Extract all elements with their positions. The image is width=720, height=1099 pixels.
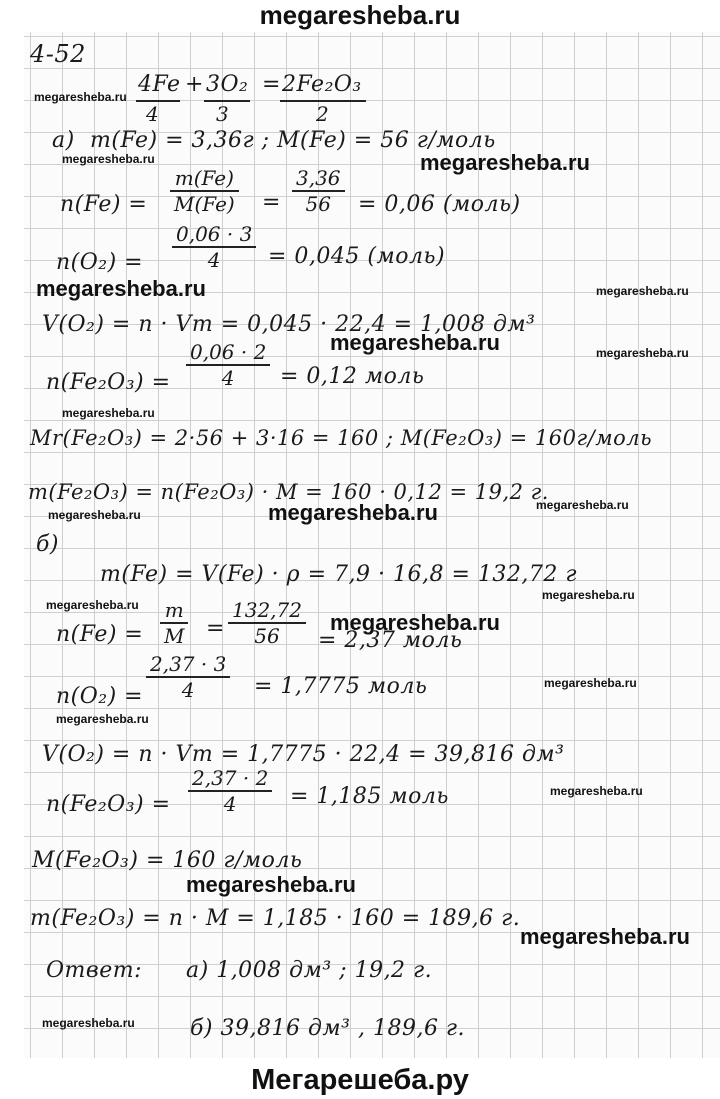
part-a-vo2: V(O₂) = n · Vm = 0,045 · 22,4 = 1,008 дм³	[42, 312, 536, 337]
part-b-nfe2o3-lhs: n(Fe₂O₃) =	[46, 792, 171, 817]
answer-label: Ответ:	[46, 958, 142, 983]
answer-part-a: а) 1,008 дм³ ; 19,2 г.	[186, 958, 433, 983]
watermark: megaresheba.ru	[46, 598, 139, 612]
part-a-mr: Mr(Fe₂O₃) = 2·56 + 3·16 = 160 ; M(Fe₂O₃) = 160г/моль	[30, 426, 653, 450]
part-b-no2-lhs: n(O₂) =	[56, 684, 144, 709]
part-a-nfe-values-num: 3,36	[292, 166, 345, 192]
watermark: megaresheba.ru	[544, 676, 637, 690]
watermark: megaresheba.ru	[42, 1016, 135, 1030]
part-a-nfe2o3-result: = 0,12 моль	[280, 364, 425, 389]
part-b-nfe2o3-result: = 1,185 моль	[290, 784, 449, 809]
watermark: megaresheba.ru	[62, 152, 155, 166]
part-b-vo2: V(O₂) = n · Vm = 1,7775 · 22,4 = 39,816 дм³	[42, 742, 565, 767]
part-b-nfe-values-den: 56	[254, 624, 280, 648]
part-b-nfe-formula-num: m	[160, 598, 188, 624]
part-b-nfe-formula-den: M	[164, 624, 185, 648]
part-a-nfe-values	[292, 166, 345, 216]
coefficient-fe2o3: 2	[316, 102, 330, 126]
site-header[interactable]: megaresheba.ru	[259, 0, 461, 30]
part-a-no2-frac	[172, 222, 256, 272]
part-a-nfe-formula-num: m(Fe)	[170, 166, 239, 192]
part-a-nfe-lhs: n(Fe) =	[60, 192, 148, 217]
watermark: megaresheba.ru	[268, 500, 438, 525]
watermark: megaresheba.ru	[536, 498, 629, 512]
part-a-nfe2o3-frac	[186, 340, 270, 390]
part-b-nfe2o3-num: 2,37 · 2	[188, 766, 272, 792]
watermark: megaresheba.ru	[542, 588, 635, 602]
part-b-no2-frac	[146, 652, 230, 702]
part-a-given: m(Fe) = 3,36г ; M(Fe) = 56 г/моль	[90, 128, 496, 153]
watermark: megaresheba.ru	[48, 508, 141, 522]
part-a-nfe-values-den: 56	[305, 192, 331, 216]
part-a-nfe2o3-lhs: n(Fe₂O₃) =	[46, 370, 171, 395]
part-a-nfe-eq: =	[262, 190, 281, 215]
part-a-nfe2o3-num: 0,06 · 2	[186, 340, 270, 366]
part-a-mass: m(Fe₂O₃) = n(Fe₂O₃) · M = 160 · 0,12 = 19,2 г.	[28, 480, 549, 504]
equation-term-fe: 4Fe	[138, 72, 181, 97]
watermark: megaresheba.ru	[520, 924, 690, 949]
equation-term-fe2o3: 2Fe₂O₃	[282, 72, 362, 97]
part-b-molar-mass: M(Fe₂O₃) = 160 г/моль	[32, 848, 303, 873]
part-b-nfe-formula	[160, 598, 188, 648]
problem-number: 4-52	[30, 40, 86, 68]
watermark: megaresheba.ru	[56, 712, 149, 726]
part-b-mfe: m(Fe) = V(Fe) · ρ = 7,9 · 16,8 = 132,72 г	[100, 562, 577, 587]
answer-part-b: б) 39,816 дм³ , 189,6 г.	[190, 1016, 466, 1041]
site-footer[interactable]: Мегарешеба.ру	[251, 1064, 469, 1096]
part-b-nfe-values	[228, 598, 306, 648]
watermark: megaresheba.ru	[186, 872, 356, 897]
part-a-no2-num: 0,06 · 3	[172, 222, 256, 248]
part-b-nfe-eq: =	[206, 616, 225, 641]
part-a-nfe2o3-den: 4	[221, 366, 235, 390]
equation-term-o2: 3O₂	[206, 72, 249, 97]
part-a-no2-den: 4	[207, 248, 221, 272]
watermark: megaresheba.ru	[34, 90, 127, 104]
watermark: megaresheba.ru	[330, 610, 500, 635]
part-b-no2-num: 2,37 · 3	[146, 652, 230, 678]
watermark: megaresheba.ru	[330, 330, 500, 355]
watermark: megaresheba.ru	[550, 784, 643, 798]
watermark: megaresheba.ru	[420, 150, 590, 175]
part-b-nfe2o3-frac	[188, 766, 272, 816]
part-b-no2-result: = 1,7775 моль	[254, 674, 428, 699]
notebook-page	[24, 32, 720, 1058]
watermark: megaresheba.ru	[596, 346, 689, 360]
part-a-nfe-formula	[170, 166, 239, 216]
watermark: megaresheba.ru	[596, 284, 689, 298]
part-b-nfe-lhs: n(Fe) =	[56, 622, 144, 647]
watermark: megaresheba.ru	[62, 406, 155, 420]
part-a-nfe-formula-den: M(Fe)	[174, 192, 235, 216]
part-a-nfe-result: = 0,06 (моль)	[358, 192, 521, 217]
part-b-no2-den: 4	[181, 678, 195, 702]
part-a-label: a)	[52, 128, 75, 153]
part-a-no2-result: = 0,045 (моль)	[268, 244, 446, 269]
part-b-nfe2o3-den: 4	[223, 792, 237, 816]
part-b-mass: m(Fe₂O₃) = n · M = 1,185 · 160 = 189,6 г.	[30, 906, 521, 931]
coefficient-o2: 3	[216, 102, 230, 126]
equation-equals: =	[262, 72, 281, 97]
part-b-nfe-result: = 2,37 моль	[318, 628, 463, 653]
equation-plus: +	[185, 72, 204, 97]
part-b-nfe-values-num: 132,72	[228, 598, 306, 624]
part-b-label: б)	[36, 532, 60, 557]
watermark: megaresheba.ru	[36, 276, 206, 301]
coefficient-fe: 4	[146, 102, 160, 126]
part-a-no2-lhs: n(O₂) =	[56, 250, 144, 275]
